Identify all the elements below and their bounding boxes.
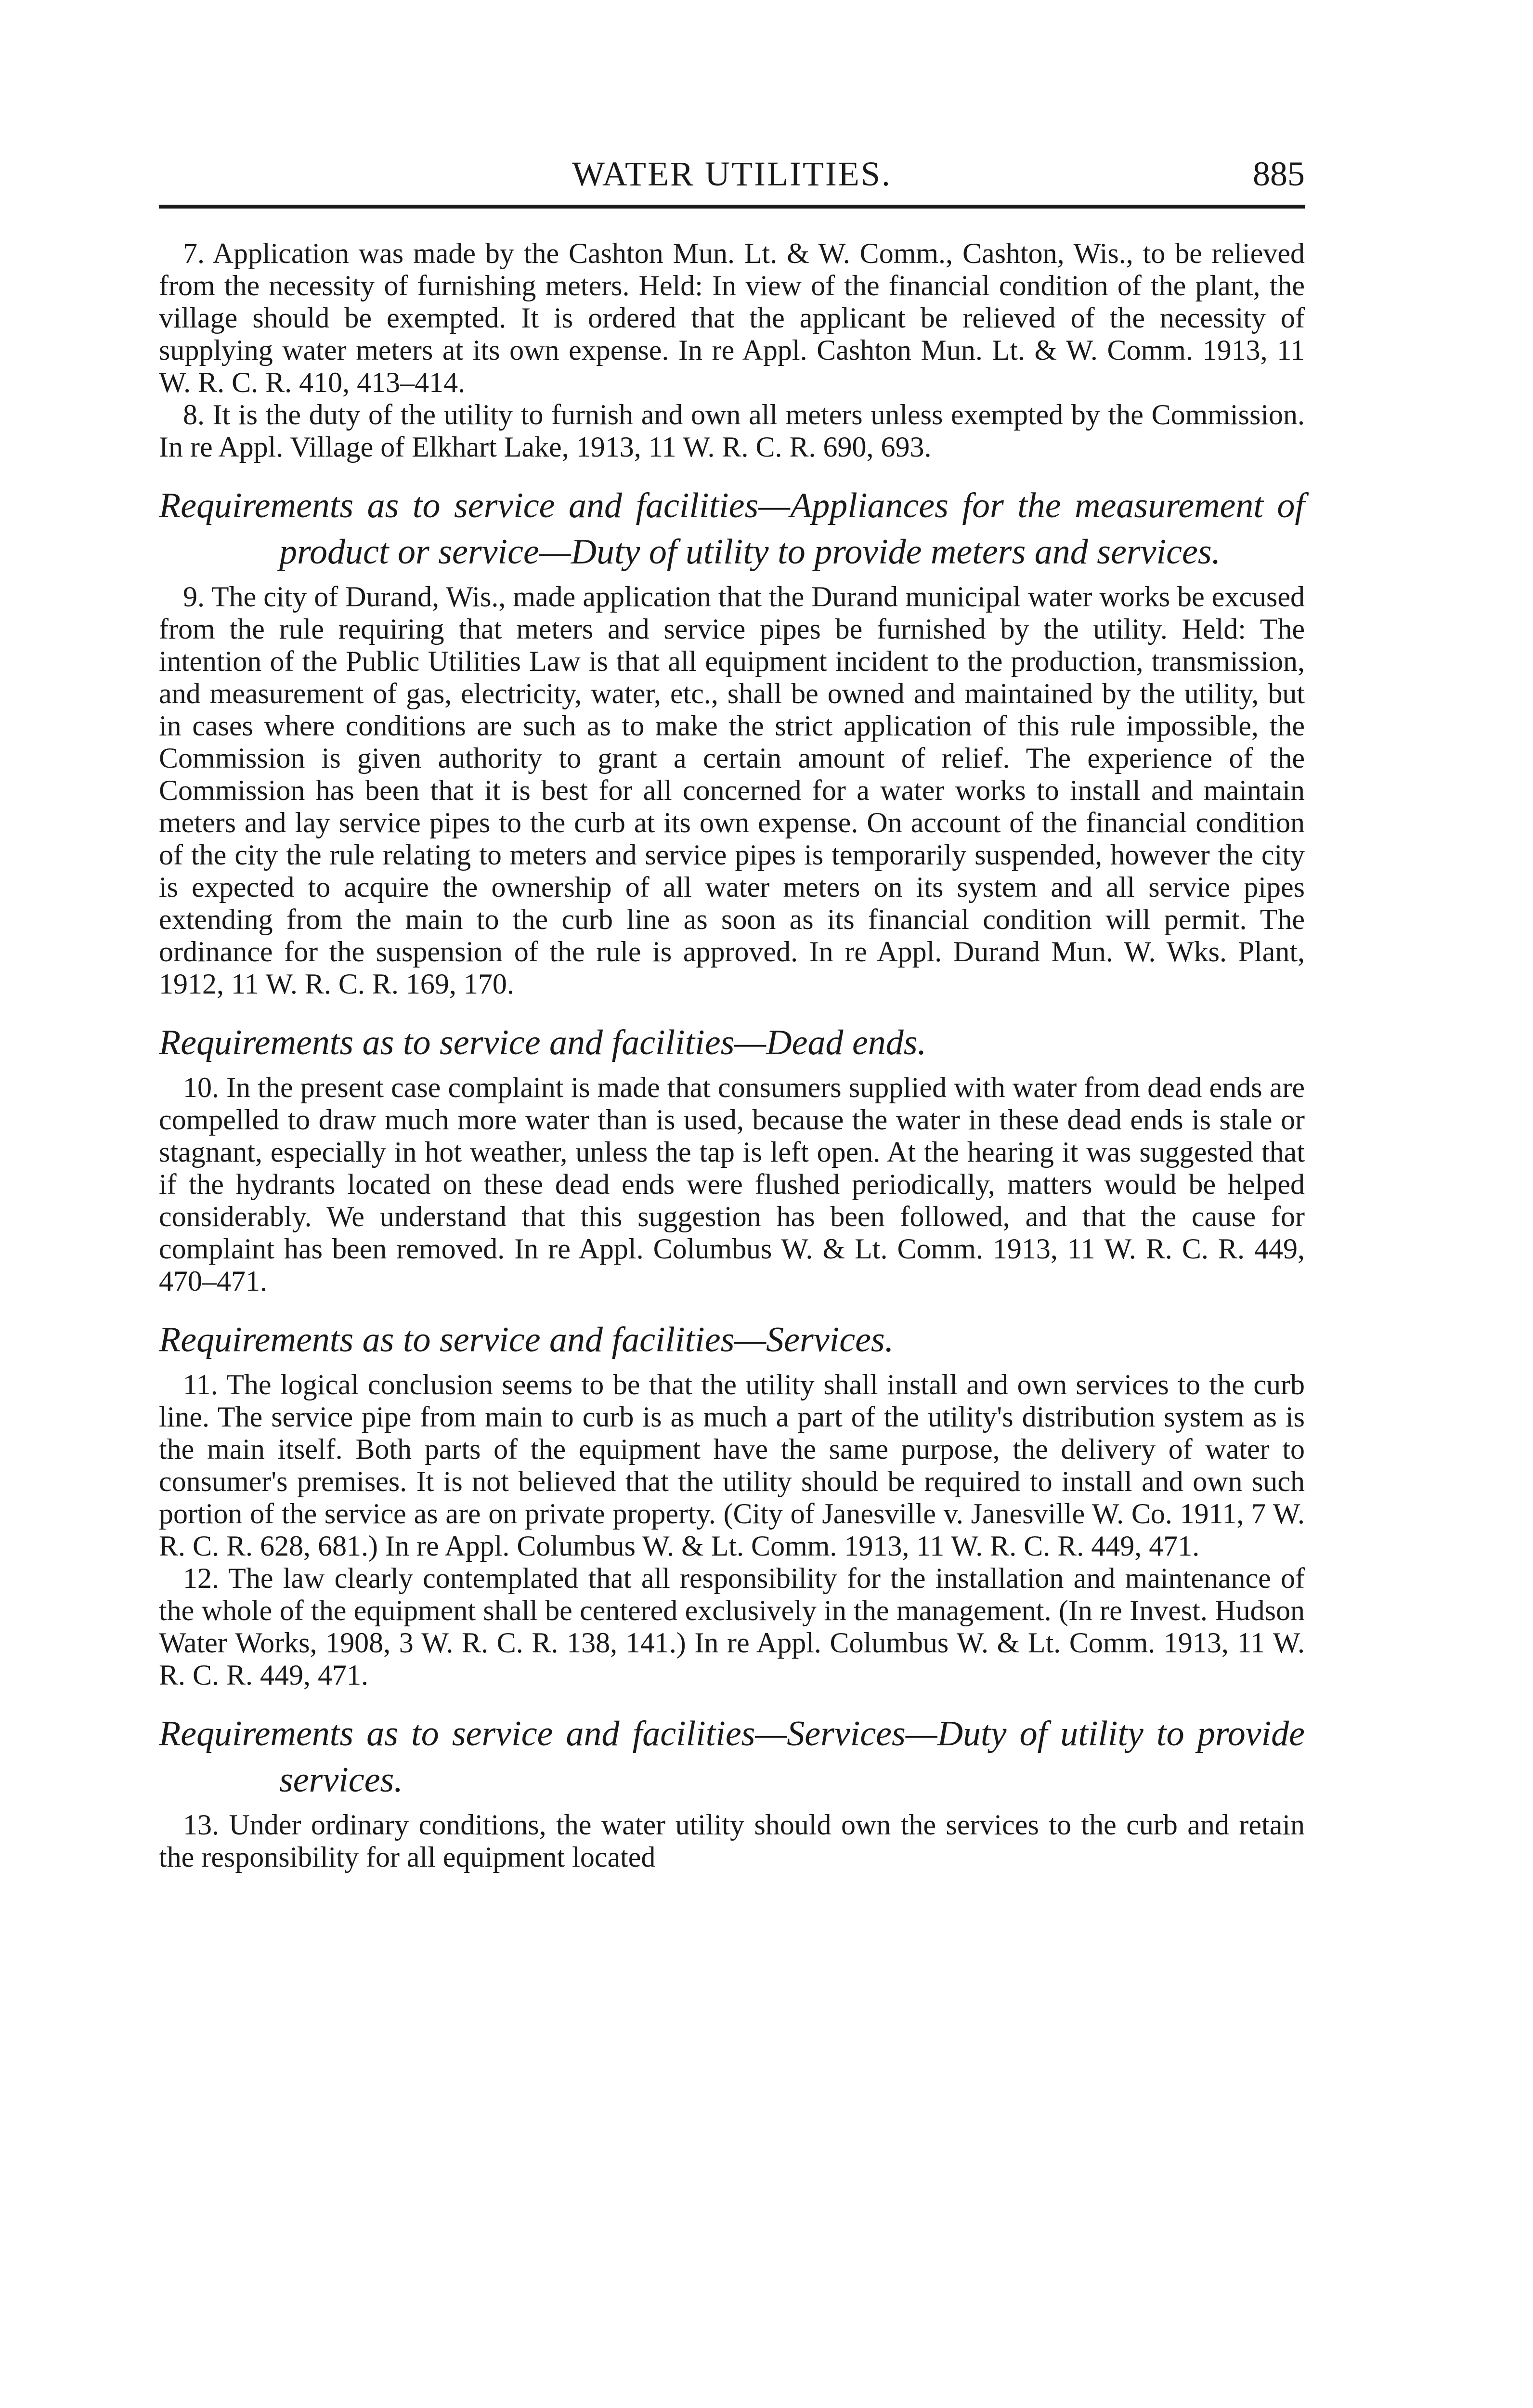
paragraph-9: 9. The city of Durand, Wis., made application that the Durand municipal water works be excused from the rule requiring that meters and service pipes be furnished by the utility. Held: The intention of the Public Utilities Law is that all equipment incident to the production, transmission, and measurement of gas, electricity, water, etc., shall be owned and maintained by the utility, but in cases where conditions are such as to make the strict application of this rule impossible, the Commission is given authority to grant a certain amount of relief. The experience of the Commission has been that it is best for all concerned for a water works to install and maintain meters and lay service pipes to the curb at its own expense. On account of the financial condition of the city the rule relating to meters and service pipes is temporarily suspended, however the city is expected to acquire the ownership of all water meters on its system and all service pipes extending from the main to the curb line as soon as its financial condition will permit. The ordinance for the suspension of the rule is approved. In re Appl. Durand Mun. W. Wks. Plant, 1912, 11 W. R. C. R. 169, 170. — [159, 581, 1305, 1000]
document-page — [159, 144, 1305, 1873]
paragraph-13: 13. Under ordinary conditions, the water utility should own the services to the curb and retain the responsibility for all equipment located — [159, 1809, 1305, 1873]
running-header — [159, 144, 1305, 209]
paragraph-11: 11. The logical conclusion seems to be that the utility shall install and own services to the curb line. The service pipe from main to curb is as much a part of the utility's distribution system as is the main itself. Both parts of the equipment have the same purpose, the delivery of water to consumer's premises. It is not believed that the utility should be required to install and own such portion of the service as are on private property. (City of Janesville v. Janesville W. Co. 1911, 7 W. R. C. R. 628, 681.) In re Appl. Columbus W. & Lt. Comm. 1913, 11 W. R. C. R. 449, 471. — [159, 1369, 1305, 1562]
section-heading-dead-ends: Requirements as to service and facilities—Dead ends. — [159, 1023, 927, 1062]
section-heading-meters: Requirements as to service and facilities—Appliances for the measurement of product or service—Duty of utility to provide meters and services. — [159, 486, 1305, 572]
section-heading-services: Requirements as to service and facilities—Services. — [159, 1320, 894, 1360]
section-heading-duty-services: Requirements as to service and facilities—Services—Duty of utility to provide services. — [159, 1714, 1305, 1800]
paragraph-7: 7. Application was made by the Cashton Mun. Lt. & W. Comm., Cashton, Wis., to be relieved from the necessity of furnishing meters. Held: In view of the financial condition of the plant, the village should be exempted. It is ordered that the applicant be relieved of the necessity of supplying water meters at its own expense. In re Appl. Cashton Mun. Lt. & W. Comm. 1913, 11 W. R. C. R. 410, 413–414. — [159, 237, 1305, 398]
page-content — [159, 237, 1305, 1873]
paragraph-12: 12. The law clearly contemplated that all responsibility for the installation and maintenance of the whole of the equipment shall be centered exclusively in the management. (In re Invest. Hudson Water Works, 1908, 3 W. R. C. R. 138, 141.) In re Appl. Columbus W. & Lt. Comm. 1913, 11 W. R. C. R. 449, 471. — [159, 1562, 1305, 1691]
paragraph-8: 8. It is the duty of the utility to furnish and own all meters unless exempted by the Commission. In re Appl. Village of Elkhart Lake, 1913, 11 W. R. C. R. 690, 693. — [159, 399, 1305, 463]
paragraph-10: 10. In the present case complaint is made that consumers supplied with water from dead ends are compelled to draw much more water than is used, because the water in these dead ends is stale or stagnant, especially in hot weather, unless the tap is left open. At the hearing it was suggested that if the hydrants located on these dead ends were flushed periodically, matters would be helped considerably. We understand that this suggestion has been followed, and that the cause for complaint has been removed. In re Appl. Columbus W. & Lt. Comm. 1913, 11 W. R. C. R. 449, 470–471. — [159, 1072, 1305, 1297]
page-number: 885 — [1253, 155, 1305, 193]
running-title: WATER UTILITIES. — [572, 155, 892, 193]
